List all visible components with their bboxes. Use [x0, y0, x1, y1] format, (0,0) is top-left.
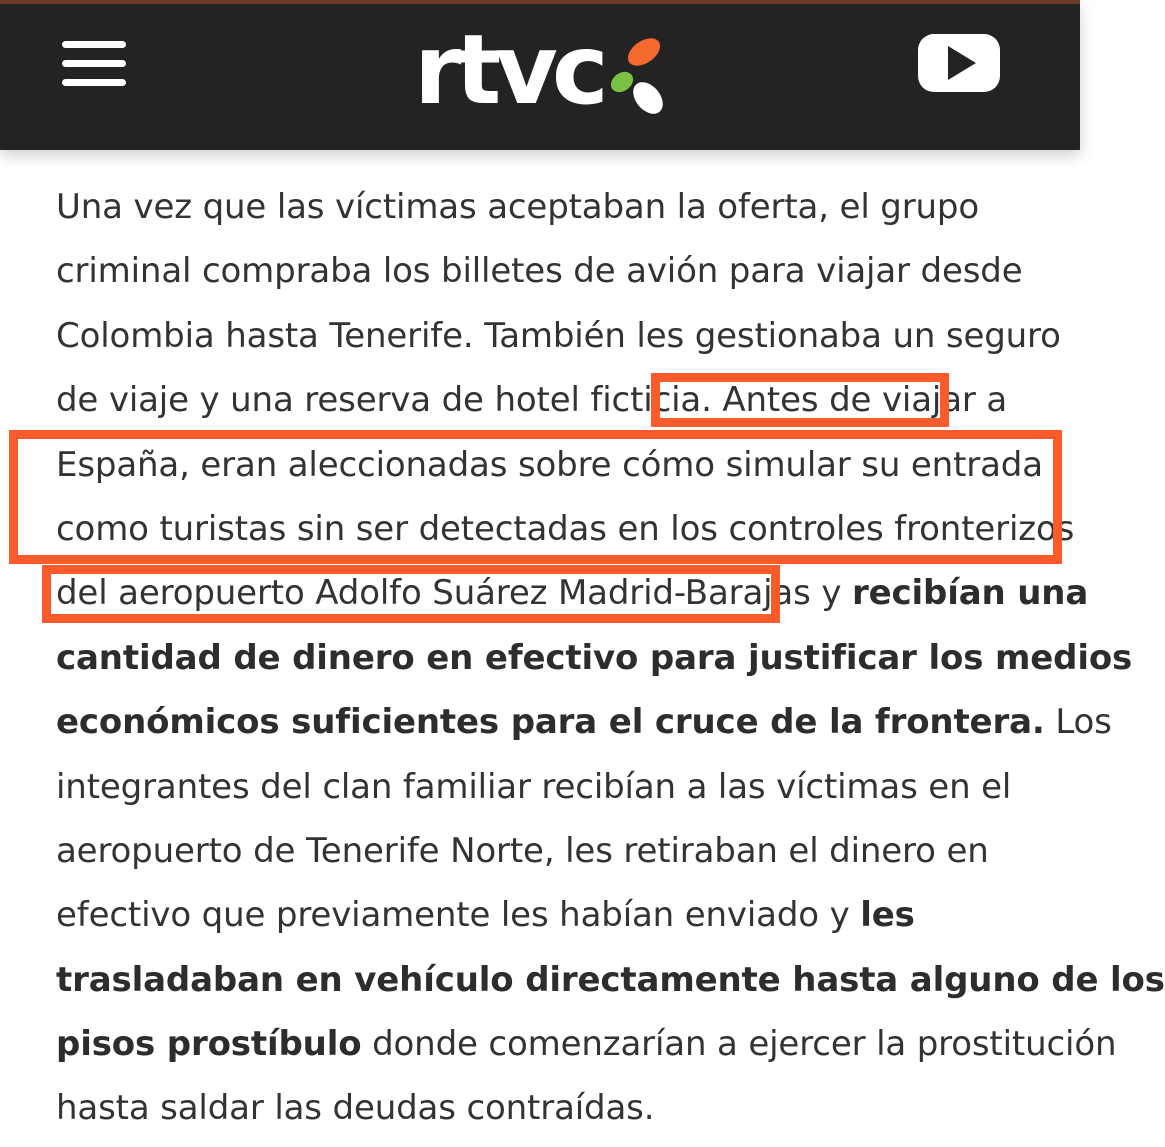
- article-line: [56, 561, 1089, 625]
- article-line: [56, 755, 1056, 819]
- article-line: [56, 883, 1056, 947]
- article-line: [56, 175, 1056, 239]
- body-text: Una vez que las víctimas aceptaban la oferta, el grupo: [56, 187, 980, 227]
- article-line: [56, 690, 1112, 754]
- article-line: [56, 626, 1133, 690]
- site-header: [0, 0, 1080, 150]
- rtvc-logo[interactable]: [414, 14, 670, 126]
- article-line: [56, 304, 1061, 368]
- article-line: [56, 819, 1056, 883]
- article-line: [56, 1076, 1056, 1140]
- bold-text: recibían una: [851, 573, 1089, 614]
- body-text: integrantes del clan familiar recibían a las víctimas en el: [56, 766, 1012, 807]
- article-line: [56, 948, 1165, 1012]
- body-text: Los: [1044, 702, 1112, 743]
- body-text: España, eran aleccionadas sobre cómo simular su entrada: [56, 444, 1043, 485]
- youtube-play-icon[interactable]: [916, 32, 1002, 94]
- article-body: [56, 175, 1165, 1141]
- body-text: donde comenzarían a ejercer la prostitución: [361, 1024, 1117, 1065]
- body-text: de viaje y una reserva de hotel ficticia. Antes de viajar a: [56, 380, 1008, 421]
- article-line: [56, 239, 1056, 303]
- article-line: [56, 368, 1056, 432]
- body-text: como turistas sin ser detectadas en los controles fronterizos: [56, 508, 1075, 549]
- body-text: criminal compraba los billetes de avión para viajar desde: [56, 251, 1023, 292]
- bold-text: cantidad de dinero en efectivo para justificar los medios: [56, 637, 1133, 678]
- article-line: [56, 1012, 1117, 1076]
- logo-mark-icon: [602, 38, 672, 118]
- body-text: hasta saldar las deudas contraídas.: [56, 1088, 655, 1129]
- article-line: [56, 433, 1056, 497]
- bold-text: les: [860, 895, 915, 936]
- bold-text: trasladaban en vehículo directamente hasta alguno de los: [56, 959, 1165, 1000]
- bold-text: económicos suficientes para el cruce de la frontera.: [56, 702, 1045, 743]
- hamburger-menu-icon[interactable]: [58, 36, 130, 92]
- body-text: Colombia hasta Tenerife. También les gestionaba un seguro: [56, 315, 1061, 356]
- logo-text: rtvc: [414, 14, 603, 126]
- article-line: [56, 497, 1075, 561]
- body-text: efectivo que previamente les habían enviado y: [56, 895, 861, 936]
- bold-text: pisos prostíbulo: [56, 1024, 362, 1065]
- body-text: del aeropuerto Adolfo Suárez Madrid-Barajas y: [56, 573, 852, 614]
- body-text: aeropuerto de Tenerife Norte, les retiraban el dinero en: [56, 830, 989, 871]
